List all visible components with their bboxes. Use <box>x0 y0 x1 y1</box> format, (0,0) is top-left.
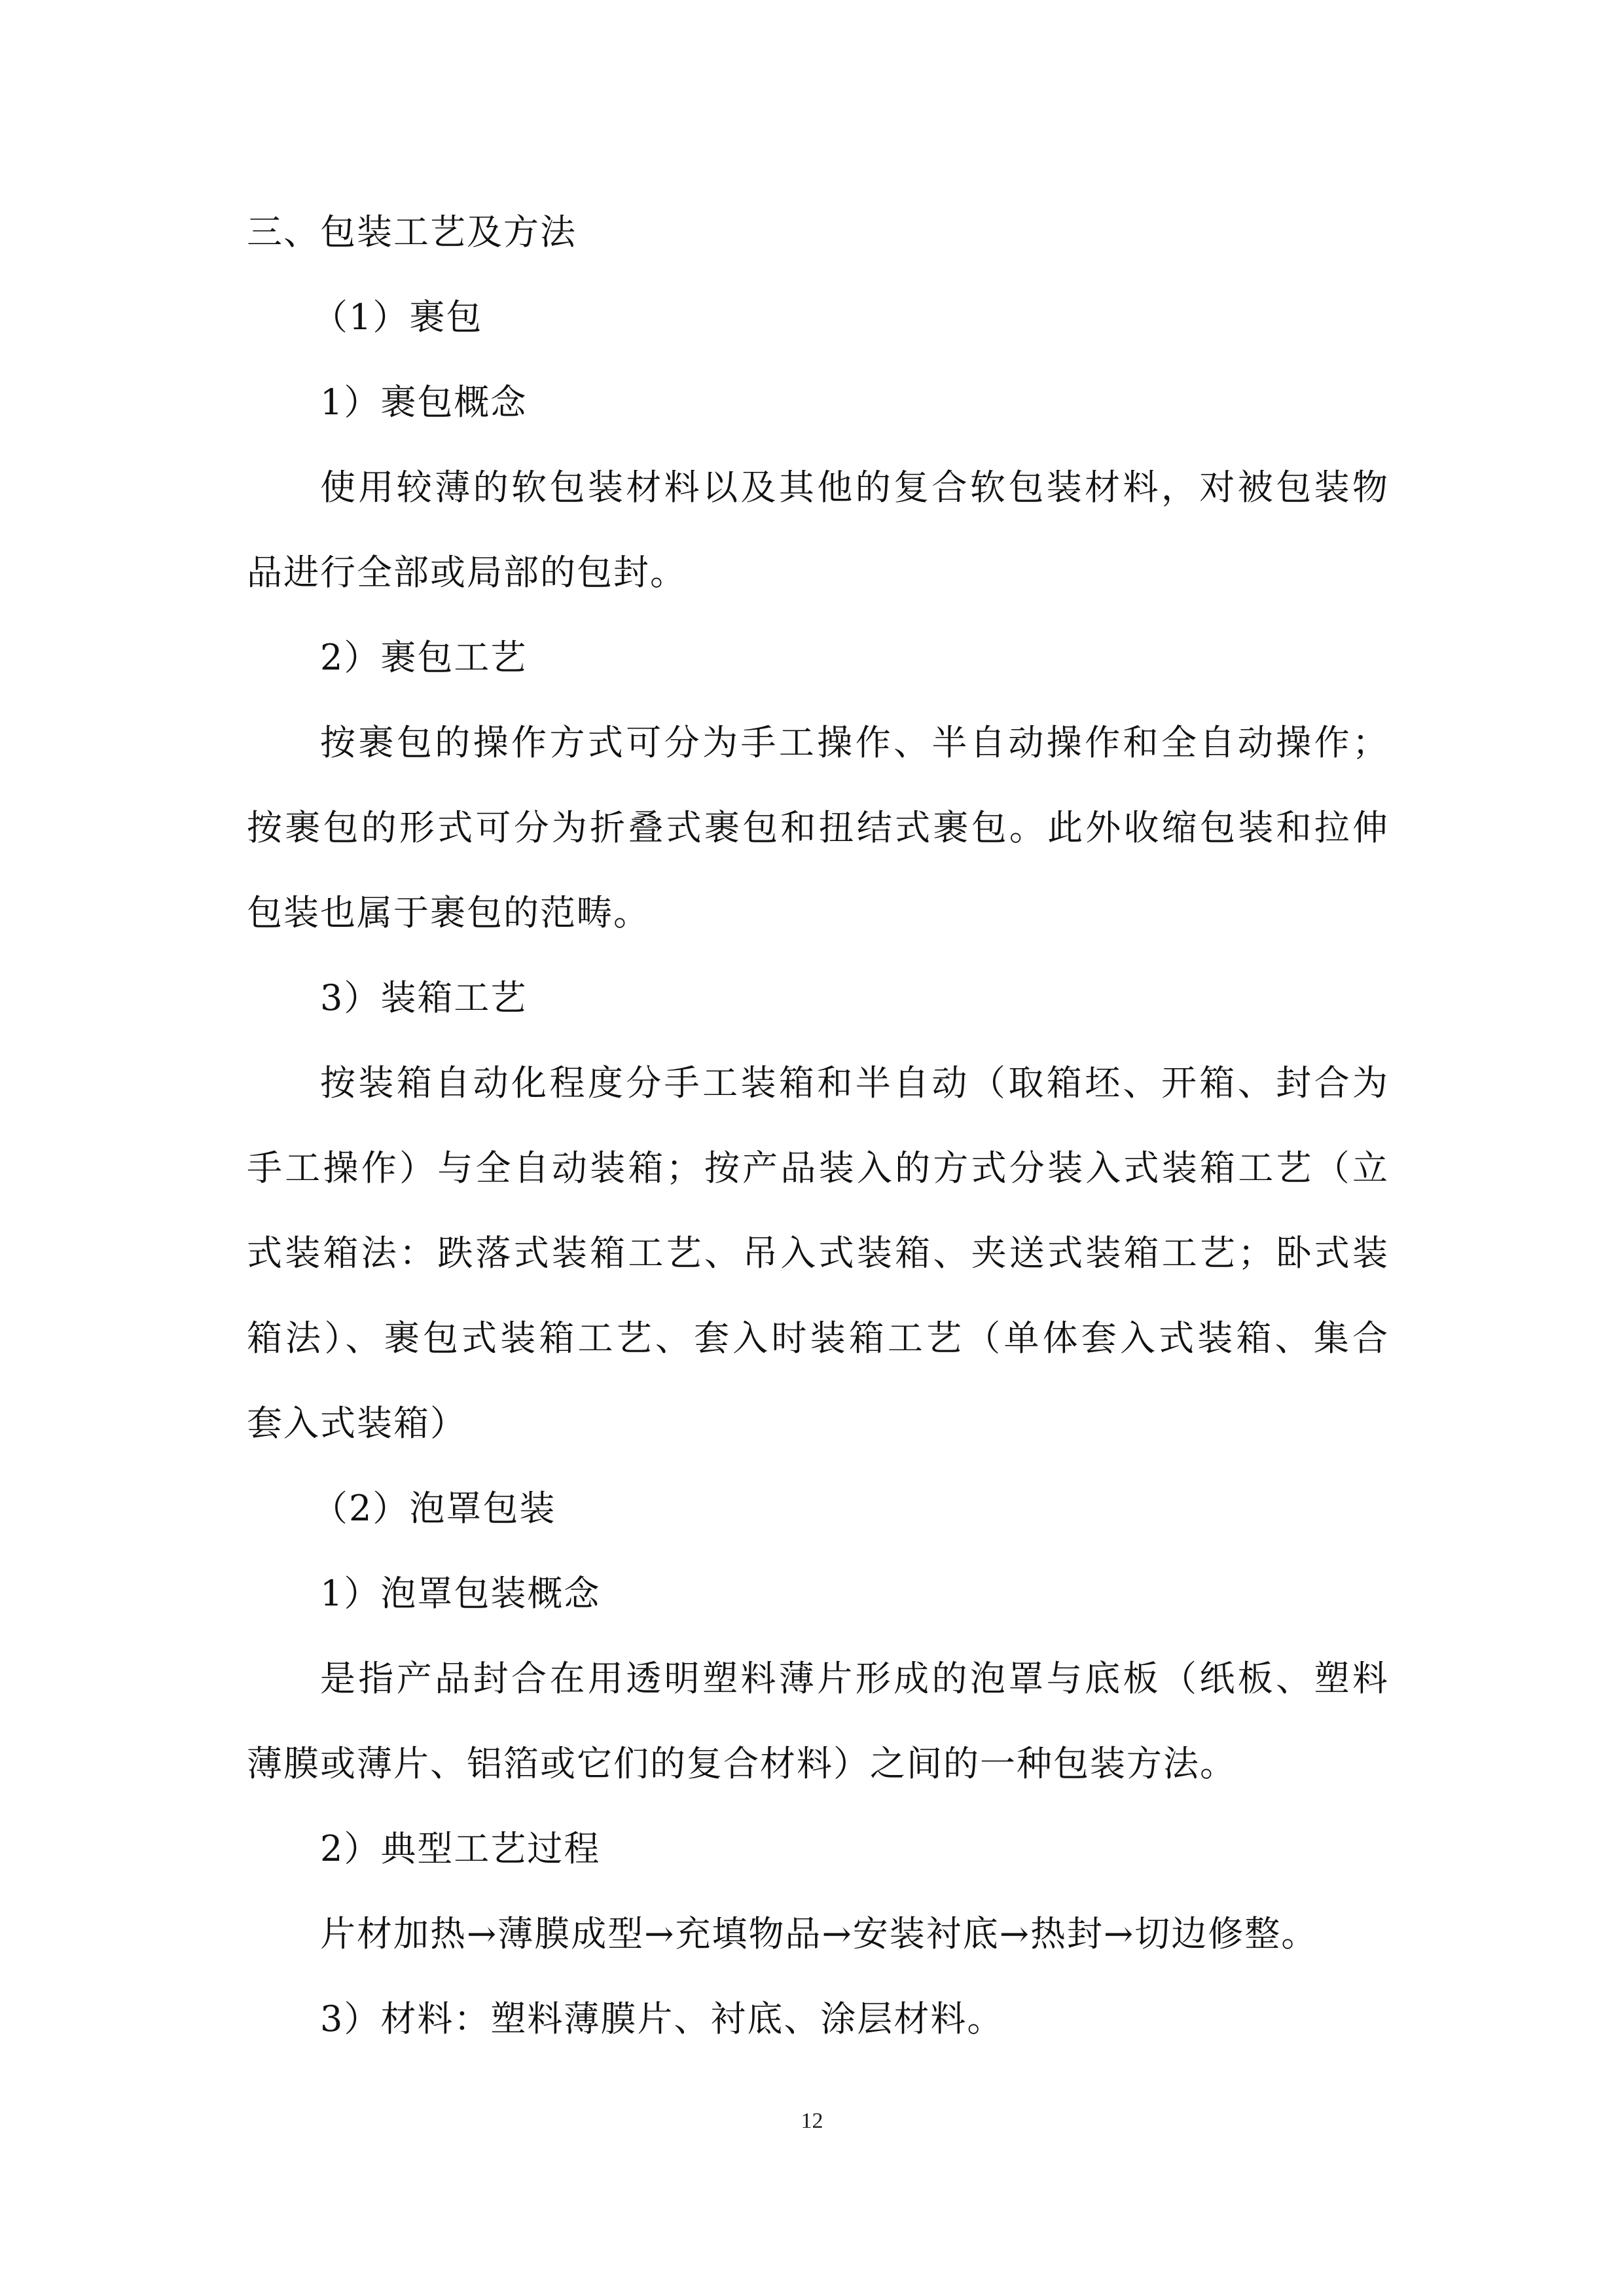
paragraph-line: 式装箱法：跌落式装箱工艺、吊入式装箱、夹送式装箱工艺；卧式装 <box>247 1232 1389 1274</box>
paragraph-line: 按裹包的操作方式可分为手工操作、半自动操作和全自动操作； <box>320 722 1389 763</box>
item-heading: 1）泡罩包装概念 <box>320 1573 601 1614</box>
paragraph-line: 是指产品封合在用透明塑料薄片形成的泡罩与底板（纸板、塑料 <box>320 1658 1389 1699</box>
section-heading: 三、包装工艺及方法 <box>247 211 577 253</box>
paragraph-line: 箱法）、裹包式装箱工艺、套入时装箱工艺（单体套入式装箱、集合 <box>247 1318 1389 1359</box>
page-number: 12 <box>801 2109 823 2133</box>
paragraph-line: 包装也属于裹包的范畴。 <box>247 892 650 933</box>
subsection-heading: （2）泡罩包装 <box>312 1488 556 1529</box>
item-heading: 2）典型工艺过程 <box>320 1828 601 1869</box>
paragraph-line: 片材加热→薄膜成型→充填物品→安装衬底→热封→切边修整。 <box>320 1913 1318 1954</box>
item-heading: 2）裹包工艺 <box>320 637 528 678</box>
paragraph-line: 使用较薄的软包装材料以及其他的复合软包装材料，对被包装物 <box>320 467 1389 508</box>
item-heading: 3）材料：塑料薄膜片、衬底、涂层材料。 <box>320 1998 1004 2039</box>
paragraph-line: 手工操作）与全自动装箱；按产品装入的方式分装入式装箱工艺（立 <box>247 1147 1389 1189</box>
page-body <box>247 190 1389 2062</box>
paragraph-line: 套入式装箱） <box>247 1403 467 1444</box>
subsection-heading: （1）裹包 <box>312 296 483 338</box>
paragraph-line: 按裹包的形式可分为折叠式裹包和扭结式裹包。此外收缩包装和拉伸 <box>247 807 1389 848</box>
paragraph-line: 按装箱自动化程度分手工装箱和半自动（取箱坯、开箱、封合为 <box>320 1062 1389 1103</box>
item-heading: 3）装箱工艺 <box>320 977 528 1018</box>
item-heading: 1）裹包概念 <box>320 382 528 423</box>
paragraph-line: 薄膜或薄片、铝箔或它们的复合材料）之间的一种包装方法。 <box>247 1743 1236 1784</box>
paragraph-line: 品进行全部或局部的包封。 <box>247 552 687 593</box>
